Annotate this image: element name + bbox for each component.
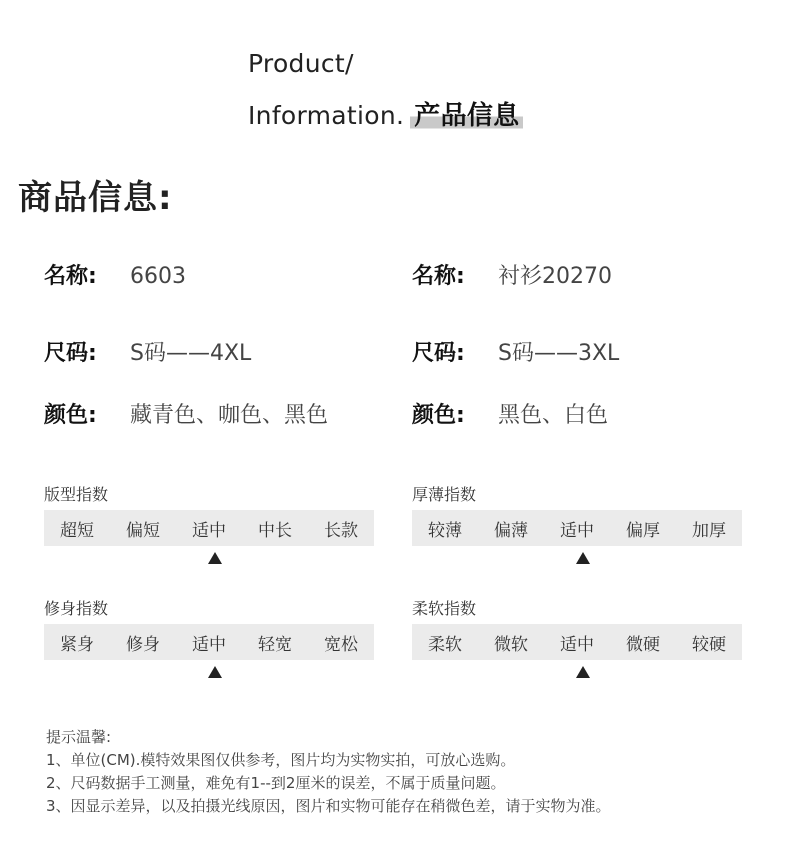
thickness-option: 加厚 [692, 520, 726, 541]
thickness-marker-triangle-icon [576, 552, 590, 564]
right-size-row [412, 336, 619, 367]
name-value: 6603 [130, 264, 186, 289]
left-color-row [44, 398, 328, 429]
softness-option: 微硬 [626, 634, 660, 655]
color-label: 颜色: [412, 403, 465, 428]
slim-option: 轻宽 [258, 634, 292, 655]
softness-option: 微软 [494, 634, 528, 655]
right-color-row [412, 398, 608, 429]
tips-item: 2、尺码数据手工测量，难免有1--到2厘米的误差，不属于质量问题。 [46, 774, 506, 792]
thickness-index-title: 厚薄指数 [412, 485, 477, 504]
tips-item: 1、单位(CM).模特效果图仅供参考，图片均为实物实拍，可放心选购。 [46, 751, 516, 769]
fit-option: 中长 [258, 520, 292, 541]
fit-option: 长款 [324, 520, 358, 541]
slim-option: 修身 [126, 634, 160, 655]
left-name-row [44, 259, 186, 290]
fit-option-selected: 适中 [192, 520, 226, 541]
header-information-text: Information. [248, 101, 405, 130]
color-value: 黑色、白色 [498, 403, 609, 428]
tips-item: 3、因显示差异，以及拍摄光线原因，图片和实物可能存在稍微色差，请于实物为准。 [46, 797, 611, 815]
name-value: 衬衫20270 [498, 264, 612, 289]
softness-index-title: 柔软指数 [412, 599, 477, 618]
softness-index-bar [412, 624, 742, 660]
name-label: 名称: [412, 264, 465, 289]
header-chinese-title: 产品信息 [410, 95, 523, 132]
softness-option-selected: 适中 [560, 634, 594, 655]
left-size-row [44, 336, 251, 367]
fit-marker-triangle-icon [208, 552, 222, 564]
tips-title: 提示温馨: [46, 728, 112, 746]
slim-index-title: 修身指数 [44, 599, 109, 618]
thickness-option: 偏厚 [626, 520, 660, 541]
size-label: 尺码: [44, 341, 97, 366]
color-label: 颜色: [44, 403, 97, 428]
thickness-index-bar [412, 510, 742, 546]
slim-option-selected: 适中 [192, 634, 226, 655]
size-value: S码——3XL [498, 341, 620, 366]
softness-marker-triangle-icon [576, 666, 590, 678]
color-value: 藏青色、咖色、黑色 [130, 403, 329, 428]
slim-option: 宽松 [324, 634, 358, 655]
thickness-option: 偏薄 [494, 520, 528, 541]
slim-marker-triangle-icon [208, 666, 222, 678]
header-line-information [248, 95, 523, 132]
fit-index-title: 版型指数 [44, 485, 109, 504]
section-title: 商品信息: [18, 178, 173, 218]
fit-option: 偏短 [126, 520, 160, 541]
header-line-product: Product/ [248, 49, 354, 78]
fit-option: 超短 [60, 520, 94, 541]
tips-notes [46, 726, 611, 818]
size-label: 尺码: [412, 341, 465, 366]
slim-index-bar [44, 624, 374, 660]
softness-option: 较硬 [692, 634, 726, 655]
softness-option: 柔软 [428, 634, 462, 655]
fit-index-bar [44, 510, 374, 546]
name-label: 名称: [44, 264, 97, 289]
thickness-option-selected: 适中 [560, 520, 594, 541]
thickness-option: 较薄 [428, 520, 462, 541]
right-name-row [412, 259, 612, 290]
slim-option: 紧身 [60, 634, 94, 655]
size-value: S码——4XL [130, 341, 252, 366]
